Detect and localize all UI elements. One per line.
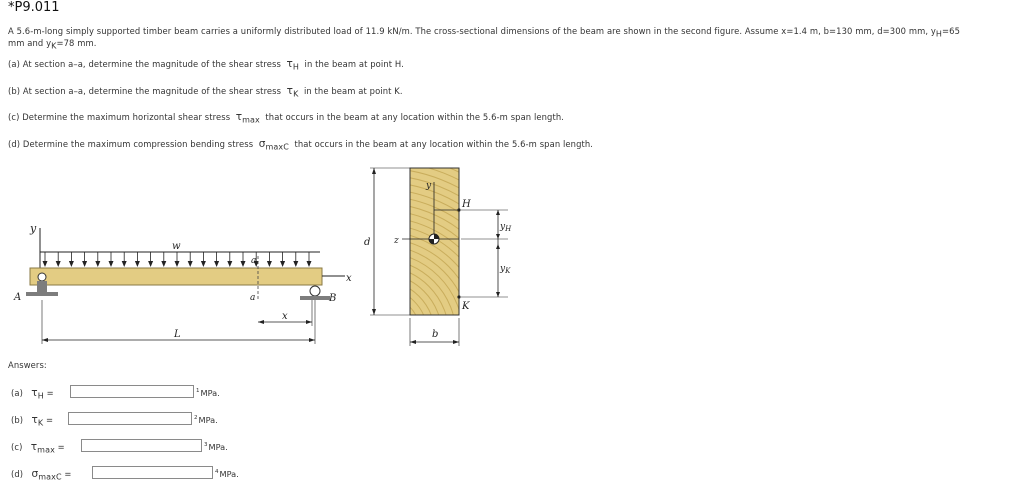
yH-label-y: y (500, 222, 506, 232)
answer-d-label (11, 468, 72, 482)
yK-label (499, 264, 511, 275)
load-arrow-head (135, 261, 140, 267)
tau-symbol: τ (286, 58, 293, 70)
answer-a-marker: 1 (196, 388, 200, 394)
answer-c-marker: 3 (204, 442, 208, 448)
pin-A (38, 273, 46, 281)
z-axis-label: z (394, 236, 399, 246)
question-c-end: that occurs in the beam at any location within the 5.6-m span length. (265, 112, 565, 122)
tau-symbol: τ (30, 441, 38, 453)
load-arrow-head (227, 261, 232, 267)
wood-grain-ring (374, 329, 386, 341)
load-arrow-head (122, 261, 127, 267)
roller-B (310, 286, 320, 296)
support-A-block (37, 281, 47, 292)
question-d-sub: maxC (265, 142, 289, 152)
support-B-label: B (329, 293, 337, 304)
answer-b-label (11, 414, 53, 428)
distributed-load-arrows (43, 252, 312, 267)
load-arrow-head (214, 261, 219, 267)
load-arrow-head (109, 261, 114, 267)
answer-c-letter: (c) (11, 442, 23, 452)
answer-d-unit (215, 469, 239, 479)
y-axis-label: y (30, 222, 37, 235)
answer-d-input[interactable] (92, 466, 213, 479)
load-arrow-head (56, 261, 61, 267)
answer-c-equals: = (57, 442, 65, 452)
question-d-text: (d) Determine the maximum compression bending stress (8, 139, 254, 149)
wood-grain-ring (360, 301, 414, 350)
question-a (8, 58, 404, 72)
answer-a-unit (196, 388, 220, 398)
wood-grain-ring (367, 322, 393, 348)
load-arrow-head (175, 261, 180, 267)
load-arrow-head (267, 261, 272, 267)
question-c (8, 111, 564, 125)
answer-b-input[interactable] (68, 412, 192, 425)
section-a-top-label: a (251, 256, 257, 266)
sigma-symbol: σ (258, 138, 266, 150)
point-K-label: K (462, 301, 470, 312)
answer-d-sub: maxC (38, 472, 62, 482)
point-K-dot (457, 295, 460, 298)
answer-c-input[interactable] (81, 439, 202, 452)
answer-b-unit (194, 415, 218, 425)
answer-d-equals: = (64, 469, 72, 479)
problem-statement-line2 (8, 38, 97, 51)
yK-arrow-top (496, 244, 500, 249)
tau-symbol: τ (31, 387, 38, 399)
support-A-base (26, 292, 58, 296)
problem-sub-H: H (935, 29, 943, 39)
answer-a-label (11, 387, 54, 401)
beam-figure (0, 160, 360, 350)
load-w-label: w (172, 241, 181, 252)
point-H-label: H (462, 199, 471, 210)
yK-label-y: y (500, 264, 506, 274)
answer-a-letter: (a) (11, 388, 23, 398)
section-a-bottom-label: a (250, 293, 256, 303)
problem-text-2-end: =78 mm. (56, 38, 97, 48)
d-dim-arrow-bottom (372, 309, 376, 315)
wood-grain-ring (360, 315, 400, 350)
answer-a-equals: = (46, 388, 54, 398)
wood-grain-ring (360, 308, 407, 350)
x-dim-arrow-left (258, 320, 264, 324)
problem-text-1-end: =65 (942, 26, 961, 36)
load-arrow-head (188, 261, 193, 267)
answer-b-marker: 2 (194, 415, 198, 421)
yK-arrow-bottom (496, 292, 500, 297)
problem-title: *P9.011 (8, 0, 60, 15)
answer-d-letter: (d) (11, 469, 24, 479)
yK-label-sub: K (505, 267, 511, 275)
cross-section-figure (360, 160, 540, 350)
question-a-end: in the beam at point H. (304, 59, 404, 69)
answers-heading: Answers: (8, 360, 47, 370)
answer-b-equals: = (46, 415, 54, 425)
section-y-axis-label: y (426, 181, 432, 191)
yH-label (499, 222, 512, 233)
d-dimension-label: d (364, 237, 371, 248)
tau-symbol: τ (235, 111, 243, 123)
load-arrow-head (95, 261, 100, 267)
question-b-text: (b) At section a–a, determine the magnitude of the shear stress (8, 86, 282, 96)
answer-b-unit-text: MPa. (198, 415, 218, 425)
answer-c-label (11, 441, 65, 455)
answer-d-unit-text: MPa. (219, 469, 239, 479)
L-dimension-label: L (174, 329, 181, 340)
answer-a-input[interactable] (70, 385, 194, 398)
yH-label-sub: H (505, 225, 512, 233)
load-arrow-head (69, 261, 74, 267)
answer-c-unit-text: MPa. (208, 442, 228, 452)
yH-arrow-bottom (496, 234, 500, 239)
answer-b-letter: (b) (11, 415, 24, 425)
b-dimension-label: b (432, 329, 439, 340)
load-arrow-head (43, 261, 48, 267)
problem-text-2: mm and y (8, 38, 52, 48)
problem-statement-line1 (8, 26, 960, 39)
question-b-end: in the beam at point K. (303, 86, 403, 96)
answer-a-sub: H (37, 391, 44, 401)
x-dimension-label: x (282, 311, 288, 322)
problem-sub-K: K (51, 41, 57, 51)
question-b-sub: K (293, 89, 299, 99)
load-arrow-head (280, 261, 285, 267)
support-B-base (300, 296, 330, 300)
question-c-text: (c) Determine the maximum horizontal shear stress (8, 112, 231, 122)
question-c-sub: max (242, 115, 260, 125)
tau-symbol: τ (286, 85, 294, 97)
question-d-end: that occurs in the beam at any location within the 5.6-m span length. (294, 139, 594, 149)
x-dim-arrow-right (306, 320, 312, 324)
answer-c-sub: max (37, 445, 55, 455)
load-arrow-head (307, 261, 312, 267)
timber-beam (30, 268, 322, 285)
support-A-label: A (14, 292, 22, 303)
sigma-symbol: σ (31, 468, 39, 480)
L-dim-arrow-right (309, 338, 315, 342)
tau-symbol: τ (31, 414, 38, 426)
b-dim-arrow-left (410, 340, 416, 344)
load-arrow-head (82, 261, 87, 267)
question-a-sub: H (292, 62, 300, 72)
x-axis-label: x (346, 273, 352, 284)
load-arrow-head (241, 261, 246, 267)
question-b (8, 85, 403, 99)
question-a-text: (a) At section a–a, determine the magnitude of the shear stress (8, 59, 281, 69)
answer-b-sub: K (37, 418, 44, 428)
load-arrow-head (201, 261, 206, 267)
load-arrow-head (293, 261, 298, 267)
question-d (8, 138, 593, 152)
L-dim-arrow-left (42, 338, 48, 342)
problem-text-1: A 5.6-m-long simply supported timber beam carries a uniformly distributed load of 11.9 kN/m. The cross-sectional dimensions of the beam are shown in the second figure. Assume x=1.4 m, b=130 mm, d=300 mm, y (8, 26, 936, 36)
d-dim-arrow-top (372, 168, 376, 174)
point-H-dot (457, 208, 460, 211)
load-arrow-head (161, 261, 166, 267)
answer-d-marker: 4 (215, 469, 219, 475)
load-arrow-head (148, 261, 153, 267)
b-dim-arrow-right (453, 340, 459, 344)
answer-c-unit (204, 442, 228, 452)
yH-arrow-top (496, 210, 500, 215)
answer-a-unit-text: MPa. (200, 388, 220, 398)
